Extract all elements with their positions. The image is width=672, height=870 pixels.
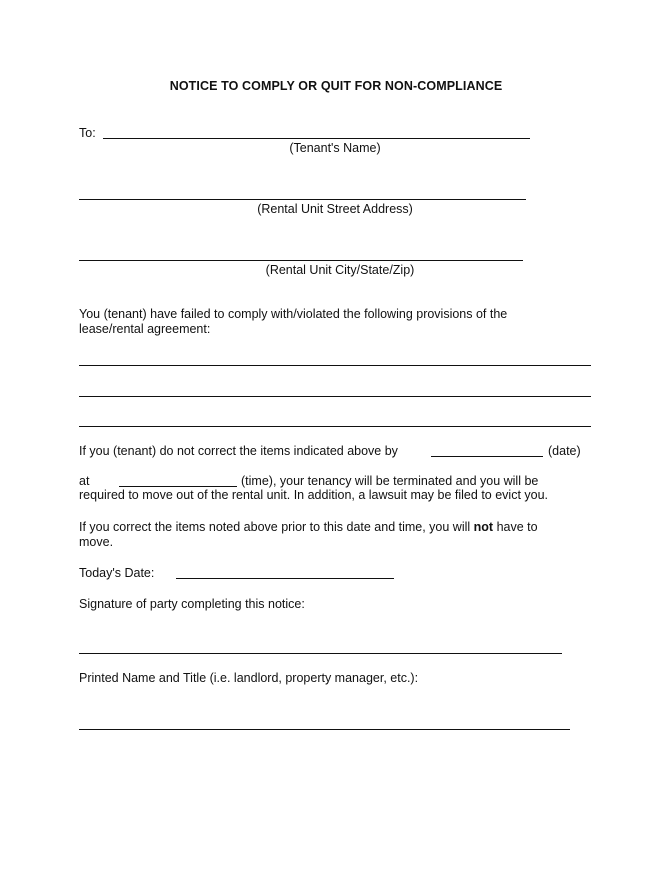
printed-name-line[interactable]: [79, 729, 570, 730]
todays-date-line[interactable]: [176, 578, 394, 579]
street-address-caption: (Rental Unit Street Address): [257, 202, 413, 216]
provisions-line-1[interactable]: [79, 365, 591, 366]
to-label: To:: [79, 126, 96, 140]
prior-text-bold-not: not: [473, 520, 494, 534]
tenant-name-caption: (Tenant's Name): [289, 141, 381, 155]
move-out-text: required to move out of the rental unit. In addition, a lawsuit may be filed to evict you.: [79, 488, 549, 502]
street-address-line[interactable]: [79, 199, 526, 200]
provisions-line-2[interactable]: [79, 396, 591, 397]
document-title: NOTICE TO COMPLY OR QUIT FOR NON-COMPLIANCE: [169, 79, 503, 93]
time-text: (time), your tenancy will be terminated and you will be: [241, 474, 539, 488]
prior-correction-text-line2: move.: [79, 535, 114, 549]
signature-label: Signature of party completing this notice:: [79, 597, 305, 611]
prior-text-part1: If you correct the items noted above prior to this date and time, you will: [79, 520, 474, 534]
signature-line[interactable]: [79, 653, 562, 654]
city-state-zip-line[interactable]: [79, 260, 523, 261]
correct-by-text: If you (tenant) do not correct the items indicated above by: [79, 444, 398, 458]
todays-date-label: Today's Date:: [79, 566, 155, 580]
at-label: at: [79, 474, 90, 488]
correct-by-date-line[interactable]: [431, 456, 543, 457]
date-label: (date): [548, 444, 581, 458]
failed-comply-text-line2: lease/rental agreement:: [79, 322, 211, 336]
tenant-name-line[interactable]: [103, 138, 530, 139]
failed-comply-text-line1: You (tenant) have failed to comply with/violated the following provisions of the: [79, 307, 508, 321]
prior-correction-text-line1: [79, 520, 538, 535]
prior-text-part2: have to: [493, 520, 538, 534]
city-state-zip-caption: (Rental Unit City/State/Zip): [265, 263, 415, 277]
provisions-line-3[interactable]: [79, 426, 591, 427]
printed-name-label: Printed Name and Title (i.e. landlord, property manager, etc.):: [79, 671, 419, 685]
time-line[interactable]: [119, 486, 237, 487]
